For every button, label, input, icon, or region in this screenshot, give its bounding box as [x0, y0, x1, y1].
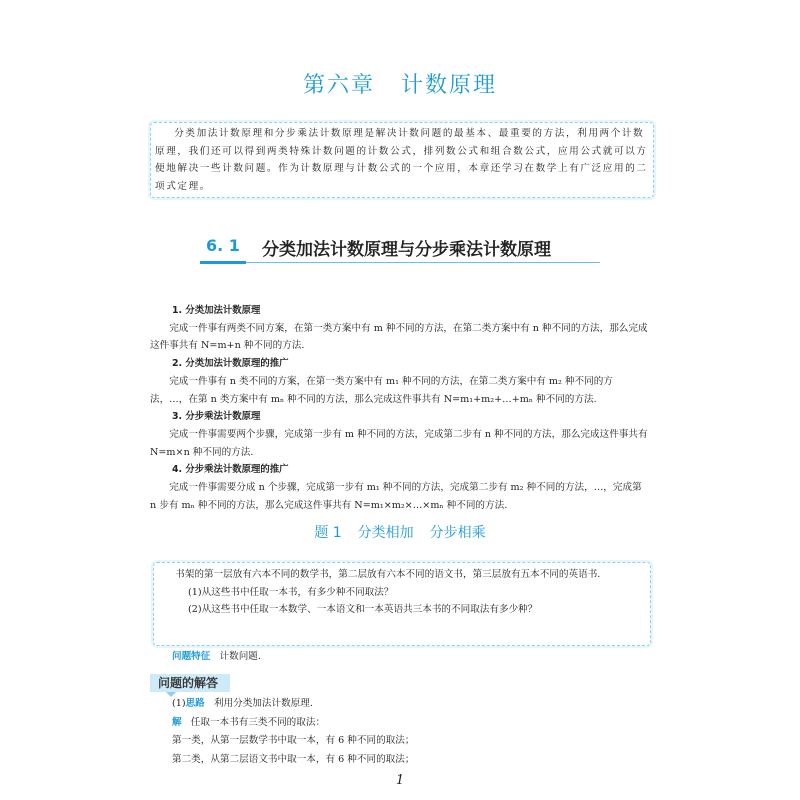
chapter-name: 计数原理 [401, 73, 498, 98]
chapter-intro-box [150, 122, 654, 198]
principles-list [150, 302, 650, 514]
problem-question-1: (1)从这些书中任取一本书，有多少种不同取法？ [188, 586, 394, 598]
chapter-intro-text: 分类加法计数原理和分步乘法计数原理是解决计数问题的最基本、最重要的方法，利用两个计数原理，我们还可以得到两类特殊计数问题的计数公式，排列数公式和组合数公式，应用公式就可以方便地解决一些计数问题。作为计数原理与计数公式的一个应用，本章还学习在数学上有广泛应用的二项式定理。 [155, 128, 648, 192]
principle-heading: 1. 分类加法计数原理 [172, 305, 261, 316]
idea-text: 利用分类加法计数原理. [213, 698, 313, 709]
principle-heading: 4. 分步乘法计数原理的推广 [172, 464, 289, 476]
part-prefix: (1) [172, 698, 186, 709]
solution-line: 第二类，从第二层语文书中取一本，有 6 种不同的取法； [172, 753, 415, 765]
problem-title [0, 522, 800, 542]
page-number: 1 [395, 773, 405, 788]
section-number: 6. 1 [206, 236, 240, 255]
idea-label: 思路 [185, 698, 205, 709]
problem-title-a: 分类相加 [357, 525, 414, 541]
problem-feature [172, 648, 261, 662]
chapter-number: 第六章 [302, 73, 375, 98]
feature-label: 问题特征 [172, 651, 211, 662]
principle-text: 完成一件事有 n 类不同的方案，在第一类方案中有 m₁ 种不同的方法，在第二类方案中有 m₂ 种不同的方法，…，在第 n 类方案中有 mₙ 种不同的方法，那么完成这件事共有 N=m₁+m₂+…+mₙ 种不同的方法. [150, 375, 613, 405]
principle-text: 完成一件事需要两个步骤，完成第一步有 m 种不同的方法，完成第二步有 n 种不同的方法，那么完成这件事共有 N=m×n 种不同的方法. [150, 428, 648, 458]
feature-text: 计数问题. [219, 651, 261, 662]
solution-line: 任取一本书有三类不同的取法： [190, 716, 326, 728]
problem-box [153, 562, 651, 646]
principle-heading: 3. 分步乘法计数原理 [172, 411, 261, 423]
principle-text: 完成一件事需要分成 n 个步骤，完成第一步有 m₁ 种不同的方法，完成第二步有 m₂ 种不同的方法，…，完成第 n 步有 mₙ 种不同的方法，那么完成这件事共有 N=m₁×m₂×…×mₙ 种不同的方法. [150, 482, 642, 511]
solution-tag: 问题的解答 [150, 674, 230, 692]
solve-label: 解 [172, 716, 182, 728]
problem-stem: 书架的第一层放有六本不同的数学书，第二层放有六本不同的语文书，第三层放有五本不同的英语书. [175, 569, 601, 580]
principle-text: 完成一件事有两类不同方案，在第一类方案中有 m 种不同的方法，在第二类方案中有 n 种不同的方法，那么完成这件事共有 N=m+n 种不同的方法. [150, 322, 648, 352]
principle-heading: 2. 分类加法计数原理的推广 [172, 358, 289, 370]
chapter-title [0, 68, 800, 99]
problem-label: 题 1 [314, 525, 342, 541]
section-title: 分类加法计数原理与分步乘法计数原理 [262, 240, 551, 260]
problem-title-b: 分步相乘 [429, 525, 486, 541]
solution-body [172, 695, 652, 769]
section-number-underline [200, 261, 246, 264]
problem-question-2: (2)从这些书中任取一本数学、一本语文和一本英语共三本书的不同取法有多少种？ [188, 604, 538, 615]
solution-line: 第一类，从第一层数学书中取一本，有 6 种不同的取法； [172, 735, 415, 746]
section-heading [200, 236, 600, 263]
